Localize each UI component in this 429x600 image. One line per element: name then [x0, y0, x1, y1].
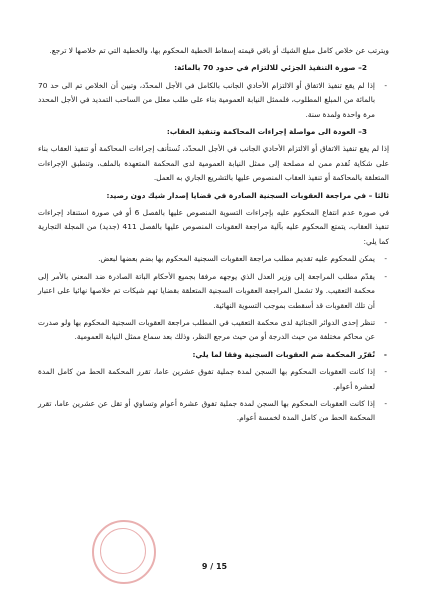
section-three-paragraph: في صورة عدم انتفاع المحكوم عليه بإجراءات التسوية المنصوص عليها بالفصل 6 أو في صورة استنفاد إجراءات تنفيذ العقاب، يتمتع المحكوم عليه بآلية مراجعة العقوبات المنصوص عليها بالفصل 411 (جديد) من المجلة التجارية كما يلي:	[38, 208, 390, 246]
list-item: - يقدّم مطلب المراجعة إلى وزير العدل الذي يوجهه مرفقا بجميع الأحكام الباتة الصادرة ضد المعني بالأمر إلى محكمة التعقيب. ولا تشمل المراجعة العقوبات السجنية المتعلقة بقضايا تهم شيكات تم خلاصها نهائيا على اعتبار أن تلك العقوبات قد أسقطت بموجب التسوية النهائية.	[38, 270, 389, 313]
page-number: 9 / 15	[201, 562, 228, 571]
section-three-list	[38, 252, 389, 344]
section-2-list	[38, 79, 389, 122]
subsection-heading-list	[38, 348, 389, 362]
section-3-paragraph: إذا لم يقع تنفيذ الاتفاق أو الالتزام الأحادي الجانب في الأجل المحدّد، تُستأنف إجراءات المحاكمة أو تنفيذ العقاب بناء على شكاية تُقدم ممن له مصلحة إلى ممثل النيابة العمومية لدى المحكمة المتعهدة بالملف، وتنطبق الإجراءات المتعلقة بالمحاكمة أو تنفيذ العقاب المنصوص عليها بالتشريع الجاري به العمل.	[38, 144, 389, 183]
list-item: - يمكن للمحكوم عليه تقديم مطلب مراجعة العقوبات السجنية المحكوم بها بضم بعضها لبعض.	[38, 252, 389, 266]
section-three-heading: ثالثا – في مراجعة العقوبات السجنية الصادرة في قضايا إصدار شيك دون رصيد:	[106, 190, 389, 200]
list-item: - إذا كانت العقوبات المحكوم بها السجن لمدة جملية تفوق عشرة أعوام وتساوي أو تقل عن عشرين عاما، تقرر المحكمة الحط من كامل المدة لخمسة أعوام.	[38, 397, 389, 426]
subsection-list	[38, 365, 389, 426]
list-item: - تنظر إحدى الدوائر الجنائية لدى محكمة التعقيب في المطلب مراجعة العقوبات السجنية المحكوم بها ولو صدرت عن محاكم مختلفة من حيث الدرجة أو من حيث مرجع النظر، وذلك بعد سماع ممثل النيابة العمومية.	[38, 316, 389, 345]
page-content	[38, 44, 389, 429]
section-3-heading: 3– العودة الى مواصلة إجراءات المحاكمة وتنفيذ العقاب:	[166, 127, 367, 137]
intro-paragraph: ويترتب عن خلاص كامل مبلغ الشيك أو باقي قيمته إسقاط الخطية المحكوم بها، والخطية التي تم خلاصها لا ترجع.	[49, 46, 389, 55]
subsection-heading: - تُقرّر المحكمة ضم العقوبات السجنية وفقا لما يلي:	[38, 348, 389, 362]
section-2-heading: 2– صورة التنفيذ الجزئي للالتزام في حدود 70 بالمائة:	[174, 63, 367, 73]
official-stamp	[92, 520, 156, 584]
list-item: - إذا كانت العقوبات المحكوم بها السجن لمدة جملية تفوق عشرين عاما، تقرر المحكمة الحط من كامل المدة لعشرة أعوام.	[38, 365, 389, 394]
list-item: - إذا لم يقع تنفيذ الاتفاق أو الالتزام الأحادي الجانب بالكامل في الأجل المحدّد، وتبين أن الخلاص تم الى حد 70 بالمائة من المبلغ المطلوب، فلممثل النيابة العمومية بناء على طلب معلل من الساحب التمديد في الأجل المحدد مرة واحدة ولمدة سنة.	[38, 79, 389, 122]
